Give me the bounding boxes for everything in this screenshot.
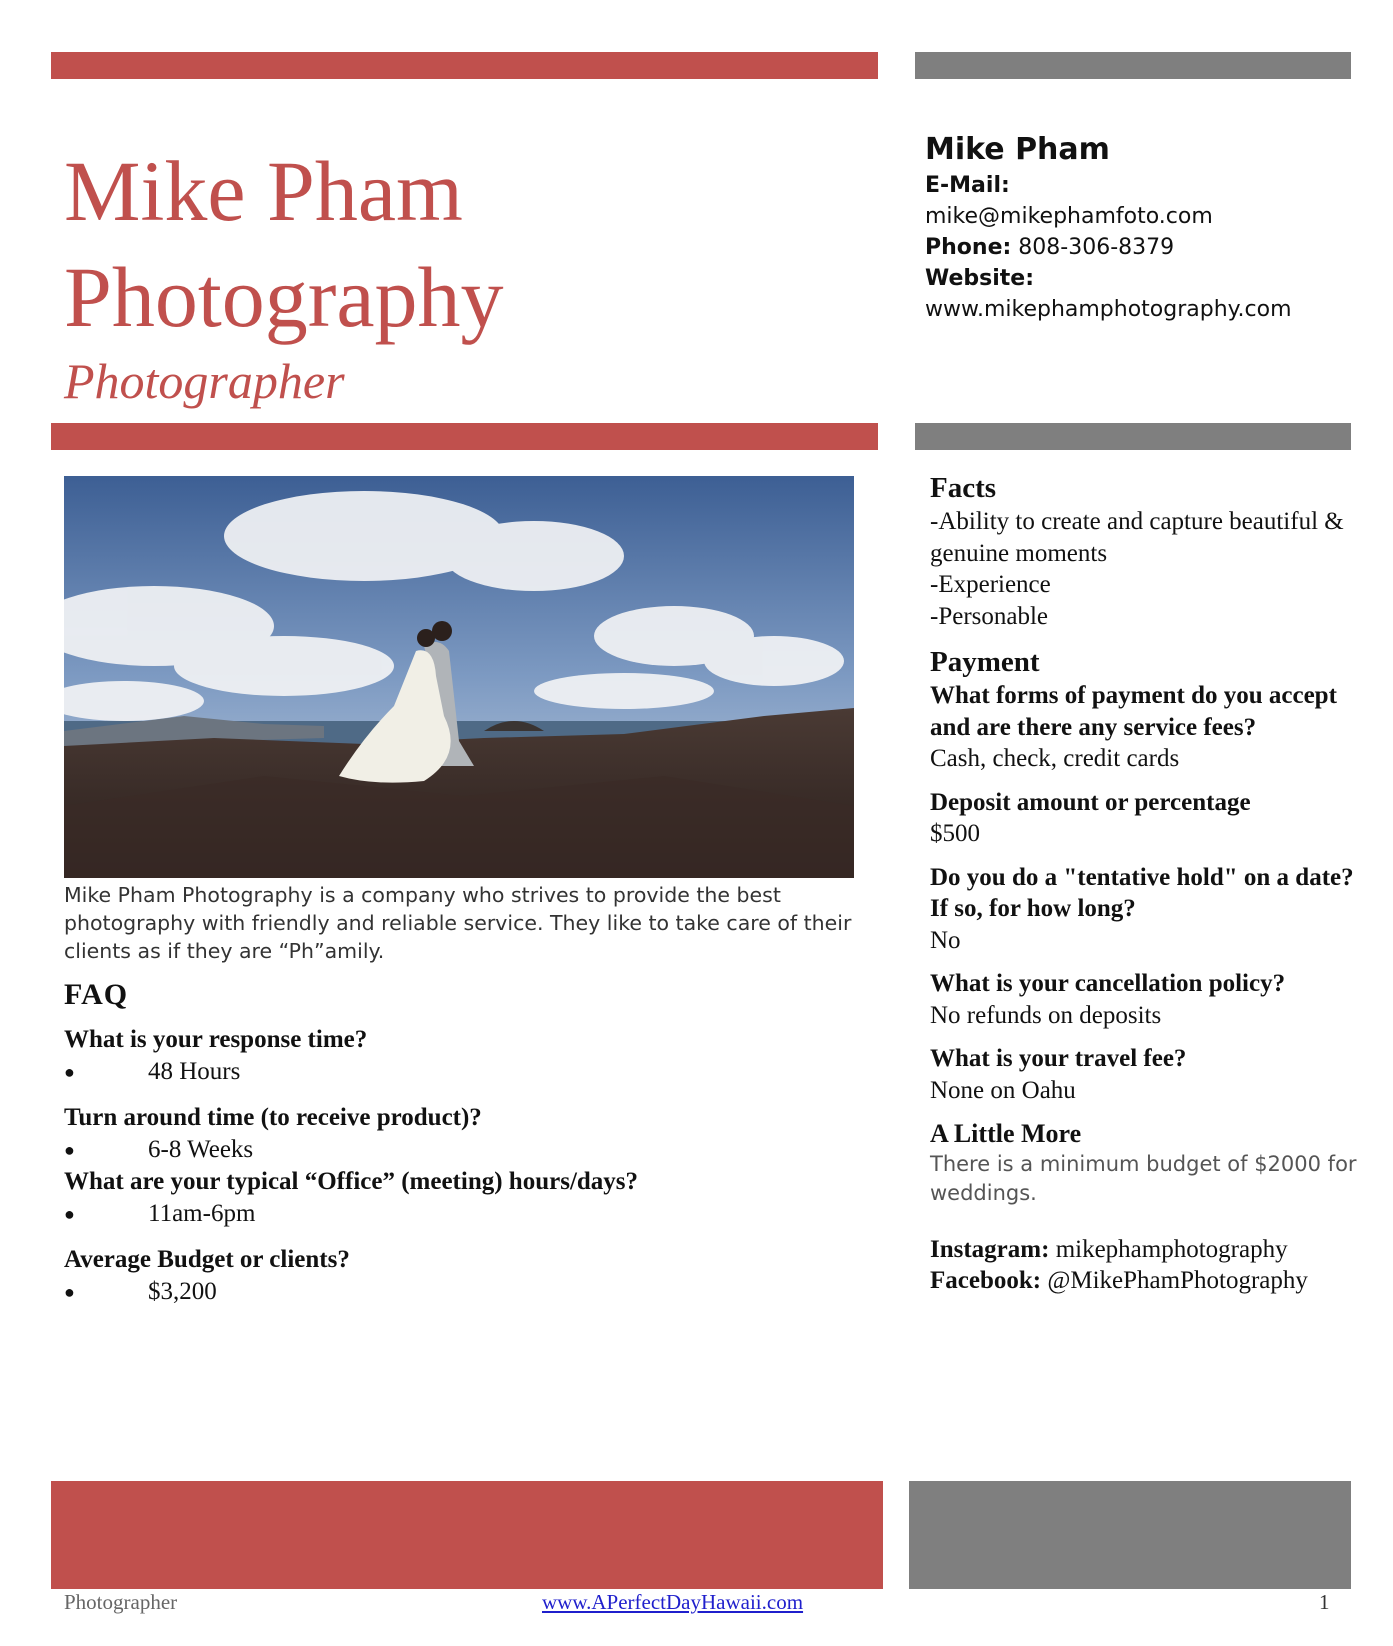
page-number: 1	[1319, 1590, 1330, 1614]
more-text: There is a minimum budget of $2000 for weddings.	[930, 1151, 1357, 1205]
faq-answer-text: $3,200	[148, 1278, 217, 1305]
instagram-label: Instagram:	[930, 1235, 1050, 1263]
facts-item: -Personable	[930, 602, 1049, 630]
facebook-label: Facebook:	[930, 1267, 1042, 1294]
payment-answer: Cash, check, credit cards	[930, 745, 1180, 772]
payment-question: What forms of payment do you accept and are there any service fees?	[930, 682, 1337, 741]
faq-answer-text: 6-8 Weeks	[148, 1136, 254, 1163]
faq-question: Average Budget or clients?	[64, 1246, 350, 1273]
couple-photo	[64, 476, 854, 878]
bottom-red-block	[51, 1481, 883, 1589]
faq-answer	[64, 1134, 864, 1166]
hold-question: Do you do a "tentative hold" on a date? If so, for how long?	[930, 863, 1354, 922]
faq-question: Turn around time (to receive product)?	[64, 1104, 482, 1131]
contact-block	[925, 130, 1365, 325]
cancel-question: What is your cancellation policy?	[930, 970, 1286, 997]
instagram-handle[interactable]: mikephamphotography	[1055, 1235, 1288, 1263]
footer-label: Photographer	[64, 1590, 178, 1614]
page-subtitle: Photographer	[64, 353, 345, 409]
facts-item: -Experience	[930, 571, 1051, 598]
mid-red-bar	[51, 423, 878, 450]
hold-answer: No	[930, 926, 961, 954]
intro-paragraph: Mike Pham Photography is a company who strives to provide the best photography with friendly and reliable service. They like to take care of their clients as if they are “Ph”amily.	[64, 883, 852, 963]
page-title-line2: Photography	[64, 249, 504, 345]
top-red-bar	[51, 52, 878, 79]
side-column	[930, 470, 1360, 1297]
bottom-gray-block	[909, 1481, 1351, 1589]
email-label: E-Mail:	[925, 173, 1010, 198]
travel-answer: None on Oahu	[930, 1076, 1076, 1104]
faq-question: What are your typical “Office” (meeting) hours/days?	[64, 1168, 639, 1195]
mid-gray-bar	[915, 423, 1351, 450]
faq-answer-text: 11am-6pm	[148, 1200, 256, 1227]
phone-value: 808-306-8379	[1018, 235, 1175, 260]
deposit-answer: $500	[930, 820, 980, 847]
website-value[interactable]: www.mikephamphotography.com	[925, 297, 1292, 322]
contact-name: Mike Pham	[925, 132, 1110, 167]
faq-section	[64, 978, 864, 1308]
faq-heading: FAQ	[64, 978, 129, 1011]
cancel-answer: No refunds on deposits	[930, 1001, 1162, 1029]
faq-answer-text: 48 Hours	[148, 1058, 241, 1085]
phone-label: Phone:	[925, 235, 1012, 260]
email-value[interactable]: mike@mikephamfoto.com	[925, 204, 1213, 229]
website-label: Website:	[925, 266, 1035, 291]
faq-answer	[64, 1276, 864, 1308]
page-title-line1: Mike Pham	[64, 143, 463, 239]
faq-question: What is your response time?	[64, 1026, 368, 1053]
travel-question: What is your travel fee?	[930, 1045, 1187, 1072]
facebook-handle[interactable]: @MikePhamPhotography	[1047, 1267, 1308, 1294]
top-gray-bar	[915, 52, 1351, 79]
deposit-question: Deposit amount or percentage	[930, 788, 1251, 816]
footer-website-link[interactable]: www.APerfectDayHawaii.com	[542, 1590, 804, 1614]
facts-heading: Facts	[930, 472, 997, 504]
faq-answer	[64, 1056, 864, 1088]
more-heading: A Little More	[930, 1119, 1082, 1148]
payment-heading: Payment	[930, 646, 1040, 678]
faq-answer	[64, 1198, 864, 1230]
facts-item: -Ability to create and capture beautiful & genuine moments	[930, 508, 1344, 567]
